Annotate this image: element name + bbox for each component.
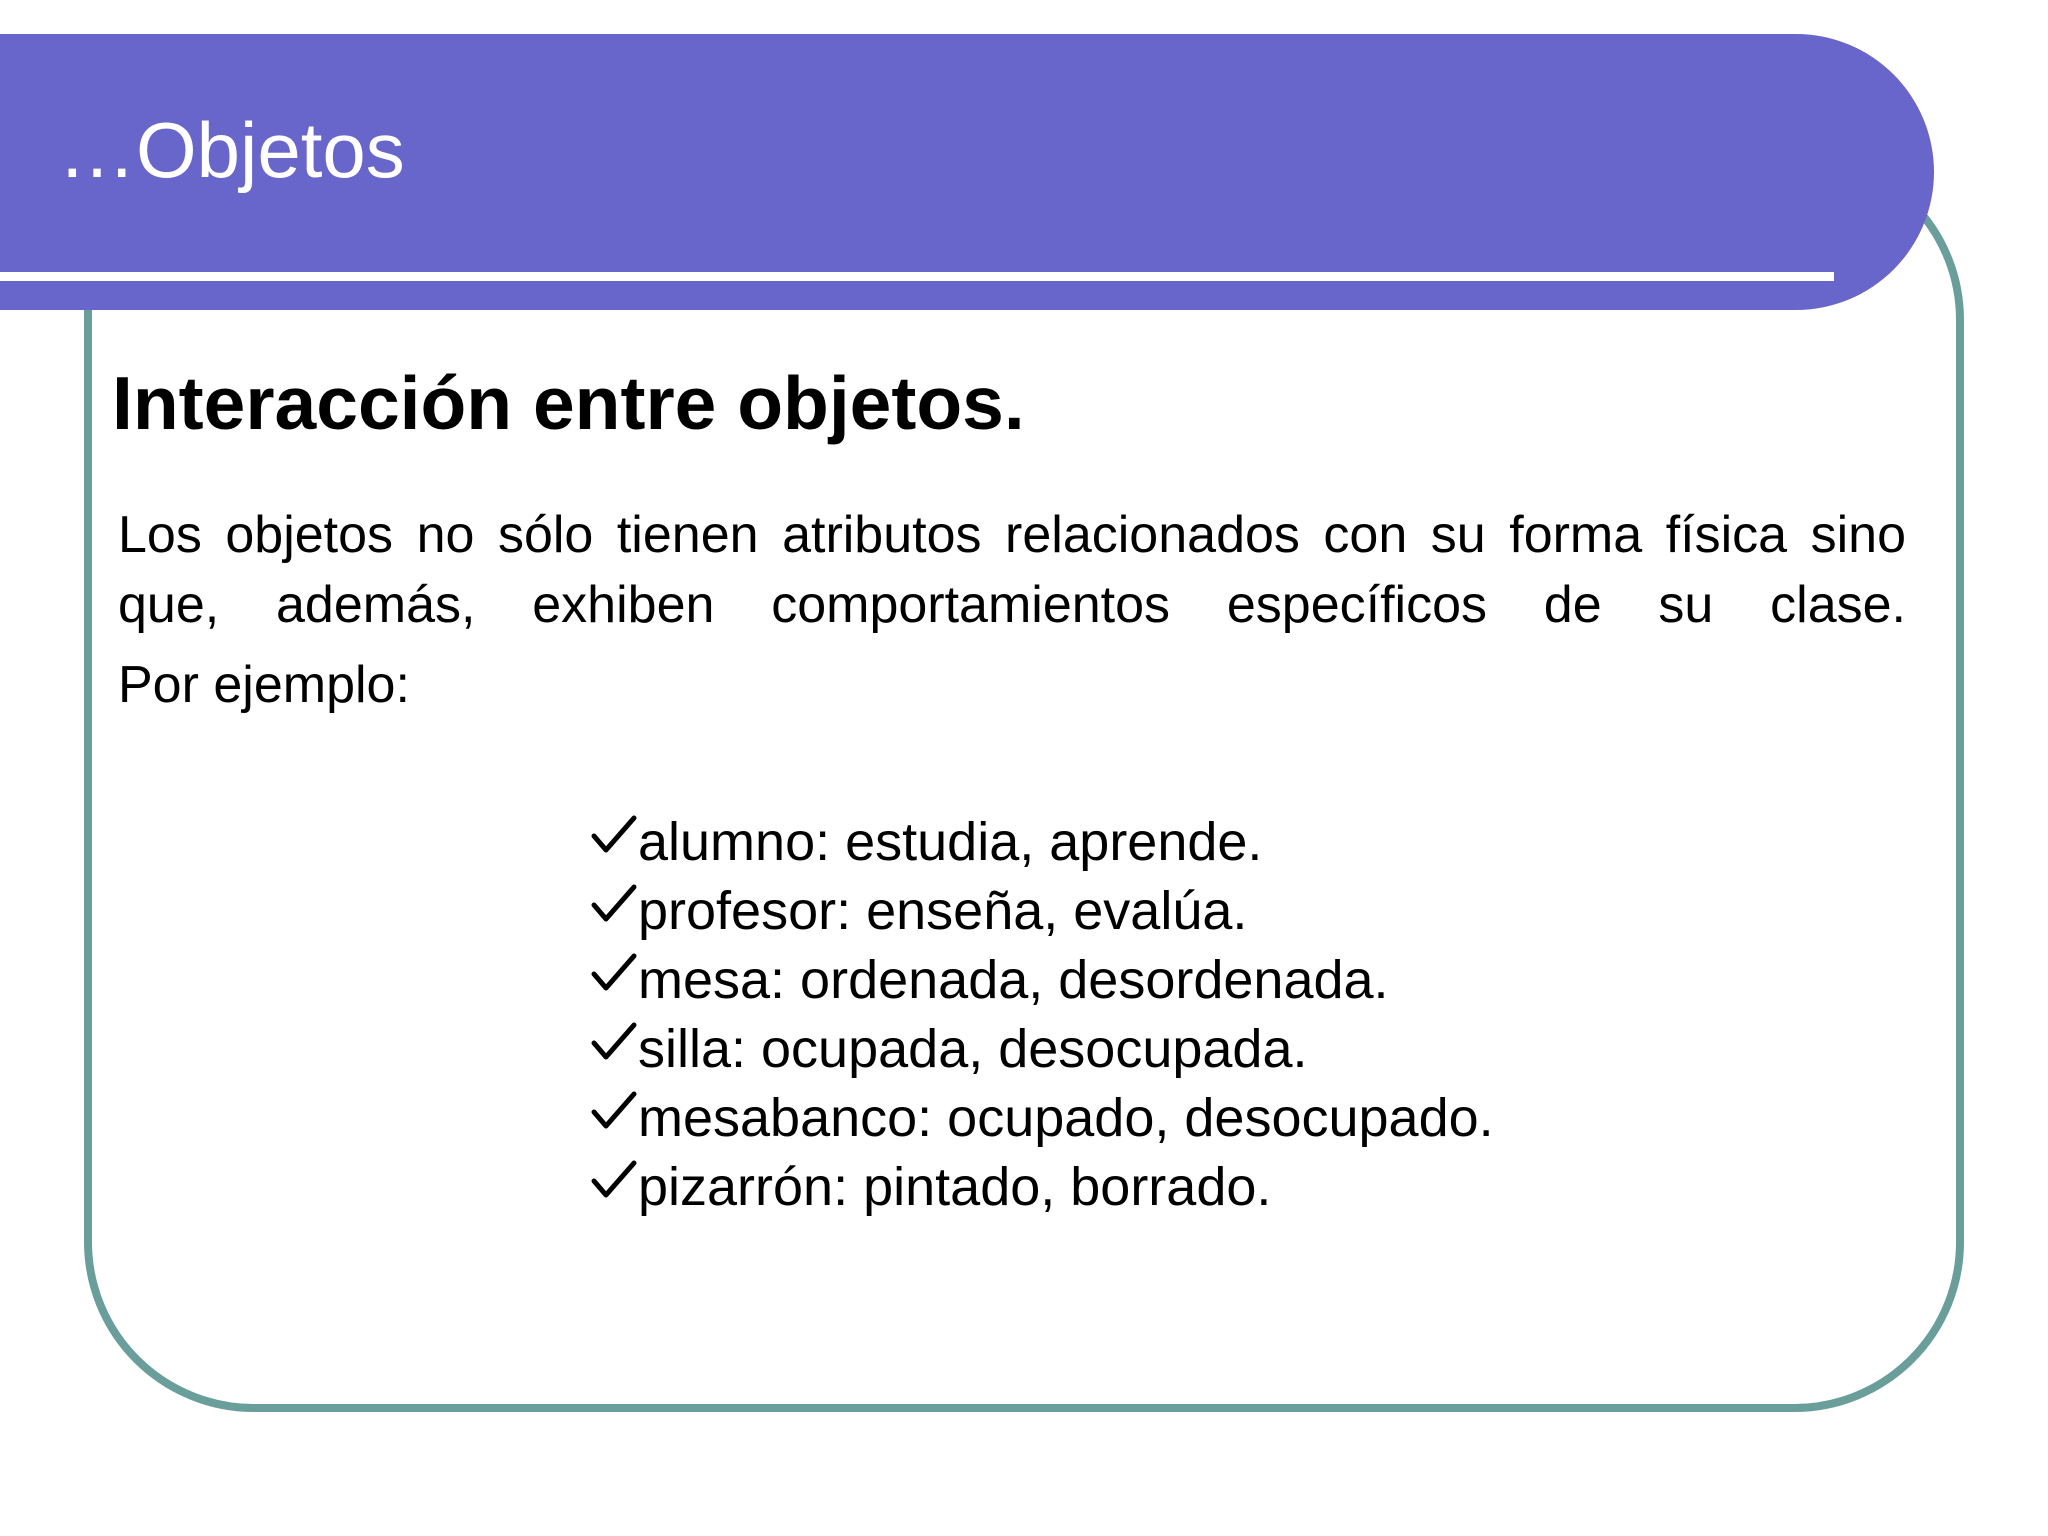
list-item-text: mesabanco: ocupado, desocupado.	[638, 1088, 1494, 1148]
list-item	[590, 946, 1494, 1015]
example-list	[590, 808, 1494, 1222]
slide-title: …Objetos	[58, 106, 405, 194]
list-item-text: mesa: ordenada, desordenada.	[638, 950, 1389, 1010]
list-item-text: alumno: estudia, aprende.	[638, 812, 1263, 872]
list-item	[590, 1015, 1494, 1084]
list-item	[590, 1153, 1494, 1222]
section-heading: Interacción entre objetos.	[112, 361, 1025, 445]
checkmark-icon	[590, 881, 638, 929]
list-item-text: pizarrón: pintado, borrado.	[638, 1157, 1272, 1217]
content-frame	[84, 150, 1964, 1412]
list-item	[590, 877, 1494, 946]
list-item-text: silla: ocupada, desocupada.	[638, 1019, 1308, 1079]
header-divider	[0, 272, 1834, 281]
checkmark-icon	[590, 950, 638, 998]
checkmark-icon	[590, 1088, 638, 1136]
intro-paragraph: Los objetos no sólo tienen atributos relacionados con su forma física sino que, además, exhiben comportamientos específicos de su clase.	[118, 506, 1906, 634]
list-item	[590, 808, 1494, 877]
checkmark-icon	[590, 1019, 638, 1067]
example-lead: Por ejemplo:	[118, 656, 410, 714]
checkmark-icon	[590, 812, 638, 860]
checkmark-icon	[590, 1157, 638, 1205]
list-item-text: profesor: enseña, evalúa.	[638, 881, 1248, 941]
list-item	[590, 1084, 1494, 1153]
